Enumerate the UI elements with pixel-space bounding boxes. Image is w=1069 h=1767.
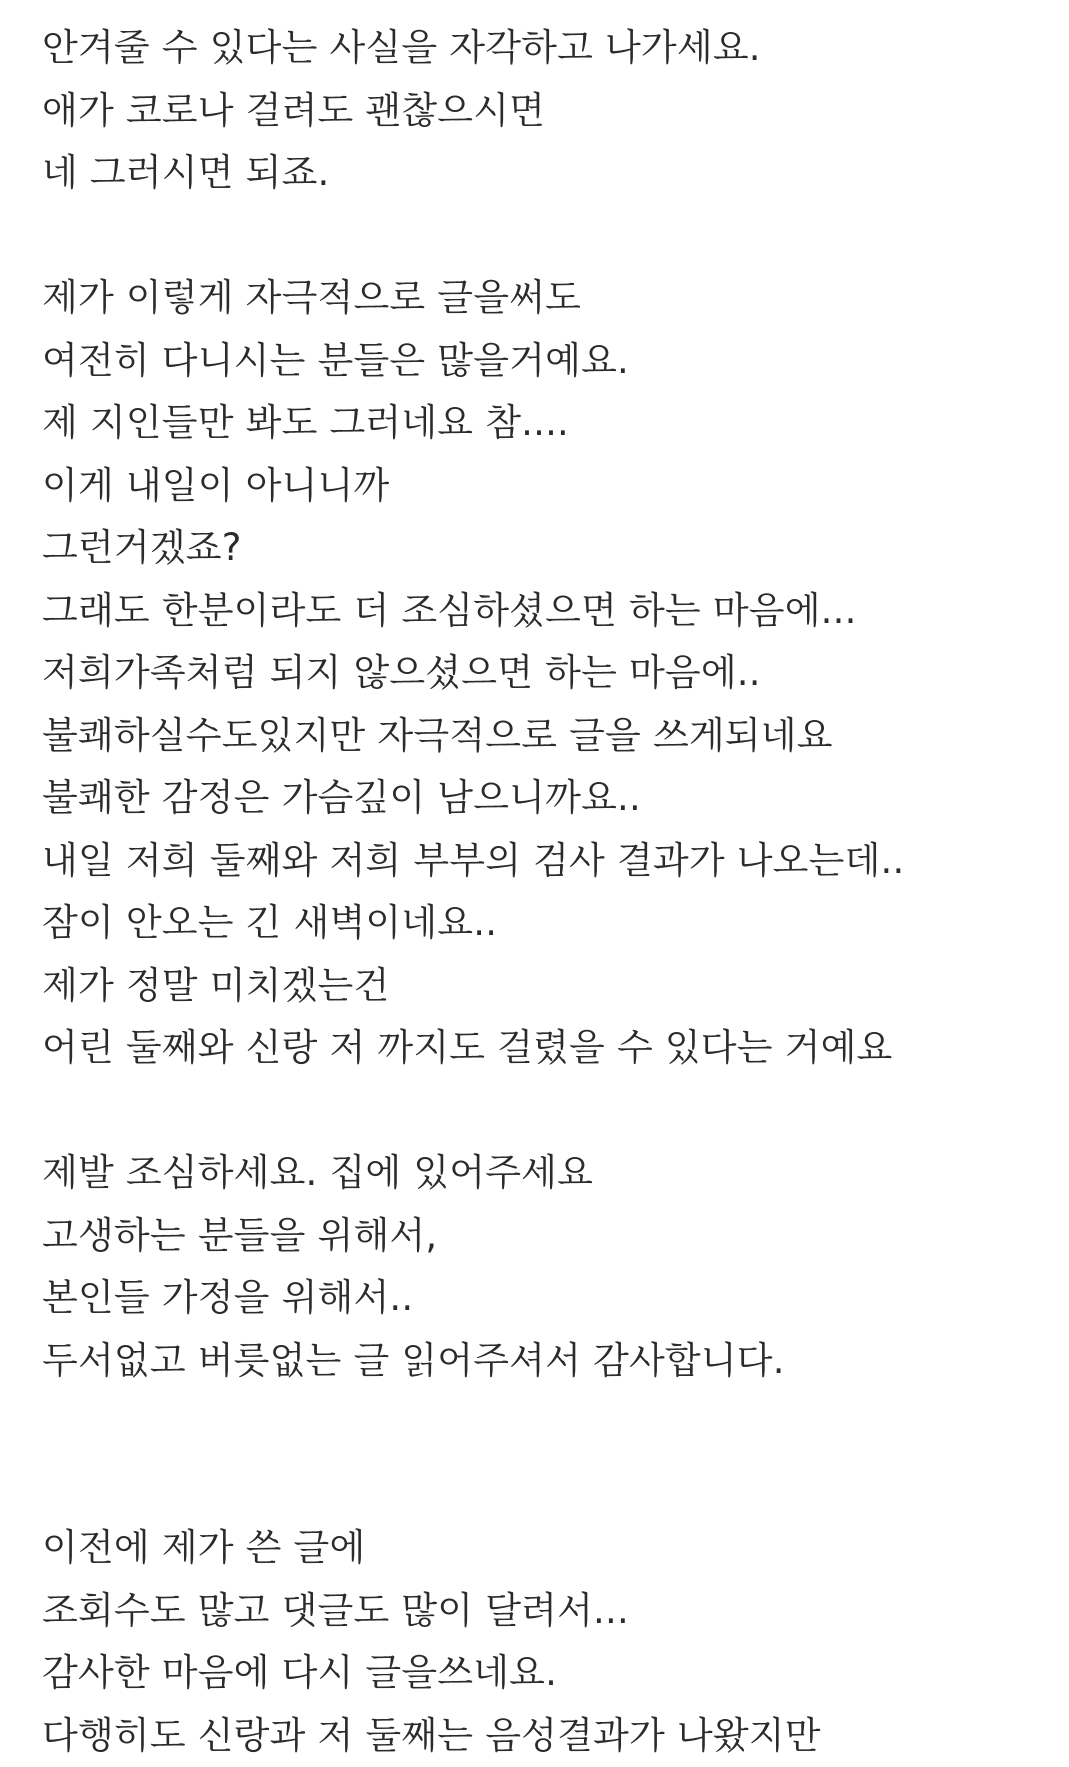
text-line: 본인들 가정을 위해서.. bbox=[42, 1267, 1042, 1330]
text-line: 감사한 마음에 다시 글을쓰네요. bbox=[42, 1642, 1042, 1705]
text-line: 그래도 한분이라도 더 조심하셨으면 하는 마음에... bbox=[42, 580, 1042, 643]
text-line: 잠이 안오는 긴 새벽이네요.. bbox=[42, 892, 1042, 955]
text-line: 이전에 제가 쓴 글에 bbox=[42, 1517, 1042, 1580]
text-line: 그런거겠죠? bbox=[42, 517, 1042, 580]
text-line: 어린 둘째와 신랑 저 까지도 걸렸을 수 있다는 거예요 bbox=[42, 1017, 1042, 1080]
paragraph-gap bbox=[42, 205, 1042, 268]
text-line: 여전히 다니시는 분들은 많을거예요. bbox=[42, 330, 1042, 393]
text-line: 내일 저희 둘째와 저희 부부의 검사 결과가 나오는데.. bbox=[42, 830, 1042, 893]
text-line: 네 그러시면 되죠. bbox=[42, 142, 1042, 205]
text-line: 고생하는 분들을 위해서, bbox=[42, 1205, 1042, 1268]
text-line: 제가 이렇게 자극적으로 글을써도 bbox=[42, 267, 1042, 330]
text-line: 애가 코로나 걸려도 괜찮으시면 bbox=[42, 80, 1042, 143]
paragraph-gap bbox=[42, 1392, 1042, 1517]
text-line: 제가 정말 미치겠는건 bbox=[42, 955, 1042, 1018]
text-line: 제발 조심하세요. 집에 있어주세요 bbox=[42, 1142, 1042, 1205]
post-body bbox=[42, 17, 1042, 1767]
text-line: 이게 내일이 아니니까 bbox=[42, 455, 1042, 518]
paragraph-gap bbox=[42, 1080, 1042, 1143]
text-line: 불쾌하실수도있지만 자극적으로 글을 쓰게되네요 bbox=[42, 705, 1042, 768]
text-line: 제 지인들만 봐도 그러네요 참.... bbox=[42, 392, 1042, 455]
text-line: 조회수도 많고 댓글도 많이 달려서... bbox=[42, 1580, 1042, 1643]
text-line: 저희가족처럼 되지 않으셨으면 하는 마음에.. bbox=[42, 642, 1042, 705]
text-line: 두서없고 버릇없는 글 읽어주셔서 감사합니다. bbox=[42, 1330, 1042, 1393]
text-line: 불쾌한 감정은 가슴깊이 남으니까요.. bbox=[42, 767, 1042, 830]
text-line: 안겨줄 수 있다는 사실을 자각하고 나가세요. bbox=[42, 17, 1042, 80]
text-line: 다행히도 신랑과 저 둘째는 음성결과가 나왔지만 bbox=[42, 1705, 1042, 1767]
